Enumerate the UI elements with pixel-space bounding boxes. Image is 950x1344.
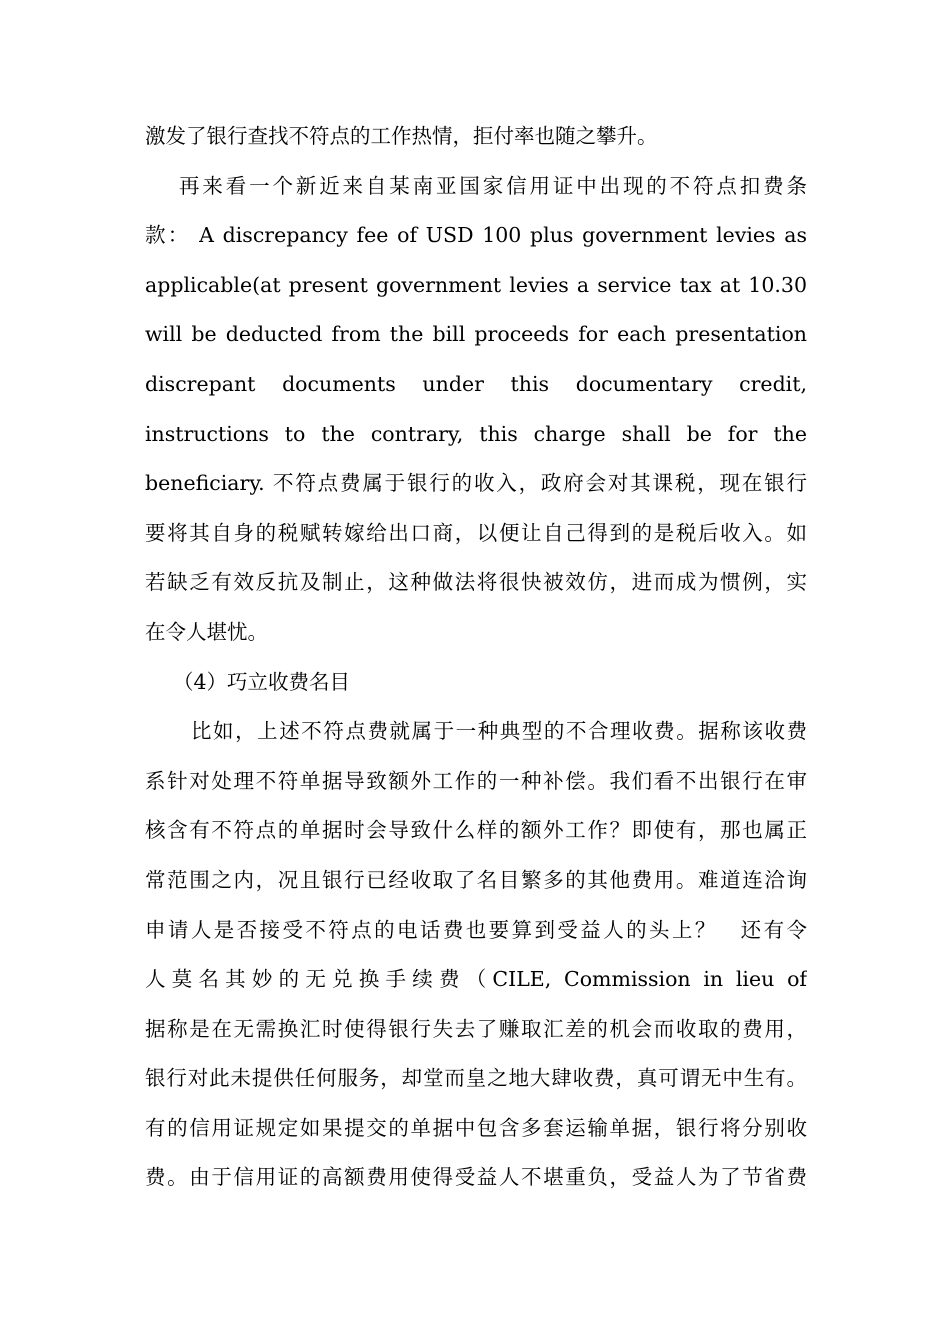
text-line: 人莫名其妙的无兑换手续费（CILE, Commission in lieu of bbox=[145, 967, 807, 992]
text-line: 比如，上述不符点费就属于一种典型的不合理收费。据称该收费 bbox=[191, 719, 807, 744]
text-line: 在令人堪忧。 bbox=[145, 619, 268, 644]
text-line: 核含有不符点的单据时会导致什么样的额外工作？即使有，那也属正 bbox=[145, 818, 807, 843]
text-line: 有的信用证规定如果提交的单据中包含多套运输单据，银行将分别收 bbox=[145, 1115, 807, 1140]
text-line: 款： A discrepancy fee of USD 100 plus government levies as bbox=[145, 223, 807, 248]
text-line: 常范围之内，况且银行已经收取了名目繁多的其他费用。难道连洽询 bbox=[145, 867, 807, 892]
document-body bbox=[145, 112, 807, 1203]
text-line: 申请人是否接受不符点的电话费也要算到受益人的头上？ 还有令 bbox=[145, 917, 807, 942]
section-heading: （4）巧立收费名目 bbox=[173, 669, 351, 694]
text-line: 要将其自身的税赋转嫁给出口商，以便让自己得到的是税后收入。如 bbox=[145, 520, 807, 545]
text-line: beneficiary. 不符点费属于银行的收入，政府会对其课税，现在银行 bbox=[145, 471, 807, 496]
text-line: 银行对此未提供任何服务，却堂而皇之地大肆收费，真可谓无中生有。 bbox=[145, 1066, 807, 1091]
text-line: 再来看一个新近来自某南亚国家信用证中出现的不符点扣费条 bbox=[179, 173, 807, 198]
text-line: discrepant documents under this documentary credit, bbox=[145, 371, 807, 396]
text-line: 激发了银行查找不符点的工作热情，拒付率也随之攀升。 bbox=[145, 124, 658, 148]
text-line: instructions to the contrary, this charge shall be for the bbox=[145, 421, 807, 446]
text-line: 若缺乏有效反抗及制止，这种做法将很快被效仿，进而成为惯例，实 bbox=[145, 570, 807, 595]
text-line: 系针对处理不符单据导致额外工作的一种补偿。我们看不出银行在审 bbox=[145, 768, 807, 793]
text-line: applicable(at present government levies a service tax at 10.30 bbox=[145, 272, 807, 297]
text-line: 费。由于信用证的高额费用使得受益人不堪重负，受益人为了节省费 bbox=[145, 1165, 807, 1190]
text-line: 据称是在无需换汇时使得银行失去了赚取汇差的机会而收取的费用， bbox=[145, 1016, 807, 1041]
text-line: will be deducted from the bill proceeds for each presentation bbox=[145, 322, 807, 347]
